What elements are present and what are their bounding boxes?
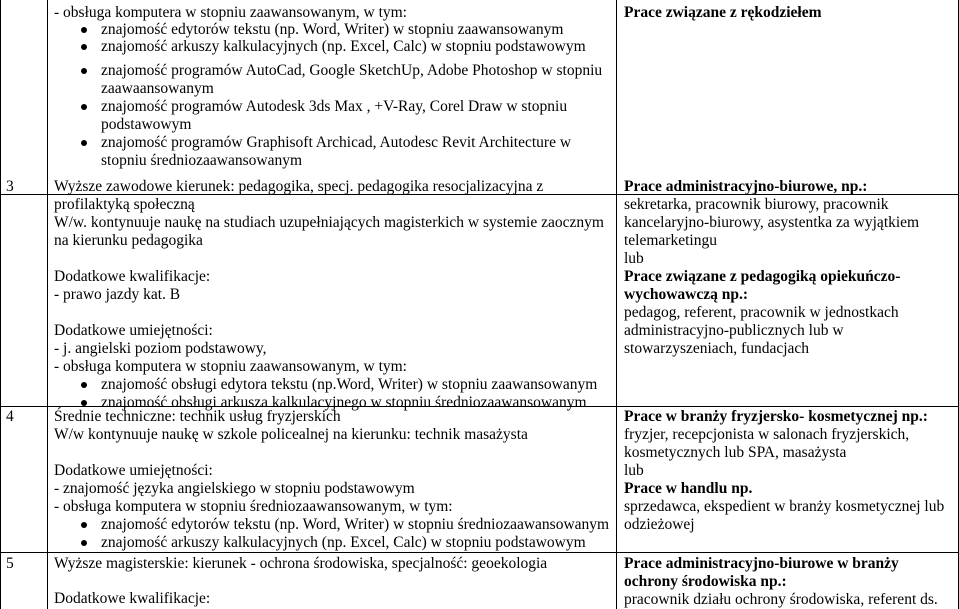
row5-section-title: Dodatkowe kwalifikacje: bbox=[54, 590, 211, 607]
row3-line: na kierunku pedagogika bbox=[54, 232, 203, 249]
row3-right-line: pedagog, referent, pracownik w jednostkach bbox=[624, 304, 899, 321]
row4-right-line: lub bbox=[624, 462, 644, 479]
row5-line: Wyższe magisterskie: kierunek - ochrona środowiska, specjalność: geoekologia bbox=[54, 555, 548, 572]
row4-line: znajomość arkuszy kalkulacyjnych (np. Excel, Calc) w stopniu podstawowym bbox=[101, 534, 586, 551]
row3-line: W/w. kontynuuje naukę na studiach uzupełniających magisterkich w systemie zaocznym bbox=[54, 214, 604, 231]
row3-line: znajomość obsługi arkusza kalkulacyjnego w stopniu średniozaawansowanym bbox=[101, 394, 587, 411]
bullet-icon bbox=[81, 27, 87, 33]
row1-right-heading: Prace związane z rękodziełem bbox=[624, 4, 822, 21]
bullet-icon bbox=[81, 400, 87, 406]
row1-line: zaawaansowanym bbox=[101, 80, 214, 97]
row1-line: znajomość programów AutoCad, Google SketchUp, Adobe Photoshop w stopniu bbox=[101, 62, 603, 79]
bullet-icon bbox=[81, 44, 87, 50]
row3-line: Wyższe zawodowe kierunek: pedagogika, specj. pedagogika resocjalizacyjna z bbox=[54, 178, 544, 195]
row4-right-line: kosmetycznych lub SPA, masażysta bbox=[624, 444, 847, 461]
row1-line: podstawowym bbox=[101, 116, 192, 133]
row3-right-line: lub bbox=[624, 250, 644, 267]
row3-right-heading: Prace związane z pedagogiką opiekuńczo- bbox=[624, 268, 901, 285]
row3-right-line: administracyjno-publicznych lub w bbox=[624, 322, 844, 339]
row1-line: znajomość programów Graphisoft Archicad, Autodesc Revit Architecture w bbox=[101, 134, 572, 151]
row1-line: znajomość programów Autodesk 3ds Max , +V-Ray, Corel Draw w stopniu bbox=[101, 98, 568, 115]
bullet-icon bbox=[81, 522, 87, 528]
row1-line: - obsługa komputera w stopniu zaawansowanym, w tym: bbox=[54, 4, 407, 21]
row-number: 4 bbox=[6, 408, 14, 425]
row3-right-heading: Prace administracyjno-biurowe, np.: bbox=[624, 178, 868, 195]
row4-line: - obsługa komputera w stopniu średniozaawansowanym, w tym: bbox=[54, 498, 453, 515]
row4-line: Średnie techniczne: technik usług fryzjerskich bbox=[54, 408, 341, 425]
row3-right-line: kancelaryjno-biurowy, asystentka za wyjątkiem bbox=[624, 214, 920, 231]
row5-right-heading: Prace administracyjno-biurowe w branży bbox=[624, 555, 899, 572]
row4-right-line: fryzjer, recepcjonista w salonach fryzjerskich, bbox=[624, 426, 910, 443]
row3-section-title: Dodatkowe kwalifikacje: bbox=[54, 268, 211, 285]
row1-line: stopniu średniozaawansowanym bbox=[101, 152, 303, 169]
bullet-icon bbox=[81, 68, 87, 74]
row-number: 3 bbox=[6, 178, 14, 195]
row5-right-heading: ochrony środowiska np.: bbox=[624, 573, 787, 590]
row3-line: - j. angielski poziom podstawowy, bbox=[54, 340, 267, 357]
row-number: 5 bbox=[6, 555, 14, 572]
row3-section-title: Dodatkowe umiejętności: bbox=[54, 322, 213, 339]
row4-line: - znajomość języka angielskiego w stopniu podstawowym bbox=[54, 480, 415, 497]
row3-line: - obsługa komputera w stopniu zaawansowanym, w tym: bbox=[54, 358, 407, 375]
bullet-icon bbox=[81, 382, 87, 388]
row1-line: znajomość edytorów tekstu (np. Word, Writer) w stopniu zaawansowanym bbox=[101, 21, 564, 38]
row3-right-line: telemarketingu bbox=[624, 232, 717, 249]
row1-line: znajomość arkuszy kalkulacyjnych (np. Excel, Calc) w stopniu podstawowym bbox=[101, 38, 586, 55]
row4-right-heading: Prace w handlu np. bbox=[624, 480, 753, 497]
row3-right-line: sekretarka, pracownik biurowy, pracownik bbox=[624, 196, 889, 213]
bullet-icon bbox=[81, 540, 87, 546]
row5-right-line: pracownik działu ochrony środowiska, referent ds. bbox=[624, 591, 938, 608]
row3-line: profilaktyką społeczną bbox=[54, 196, 195, 213]
row4-right-heading: Prace w branży fryzjersko- kosmetycznej np.: bbox=[624, 408, 928, 425]
row4-right-line: sprzedawca, ekspedient w branży kosmetycznej lub bbox=[624, 498, 945, 515]
row4-section-title: Dodatkowe umiejętności: bbox=[54, 462, 213, 479]
bullet-icon bbox=[81, 140, 87, 146]
row3-right-heading: wychowawczą np.: bbox=[624, 286, 748, 303]
bullet-icon bbox=[81, 104, 87, 110]
row4-line: W/w kontynuuje naukę w szkole policealnej na kierunku: technik masażysta bbox=[54, 426, 528, 443]
row3-line: znajomość obsługi edytora tekstu (np.Word, Writer) w stopniu zaawansowanym bbox=[101, 376, 598, 393]
row3-line: - prawo jazdy kat. B bbox=[54, 286, 181, 303]
row3-right-line: stowarzyszeniach, fundacjach bbox=[624, 340, 810, 357]
row4-line: znajomość edytorów tekstu (np. Word, Writer) w stopniu średniozaawansowanym bbox=[101, 516, 610, 533]
row4-right-line: odzieżowej bbox=[624, 516, 695, 533]
